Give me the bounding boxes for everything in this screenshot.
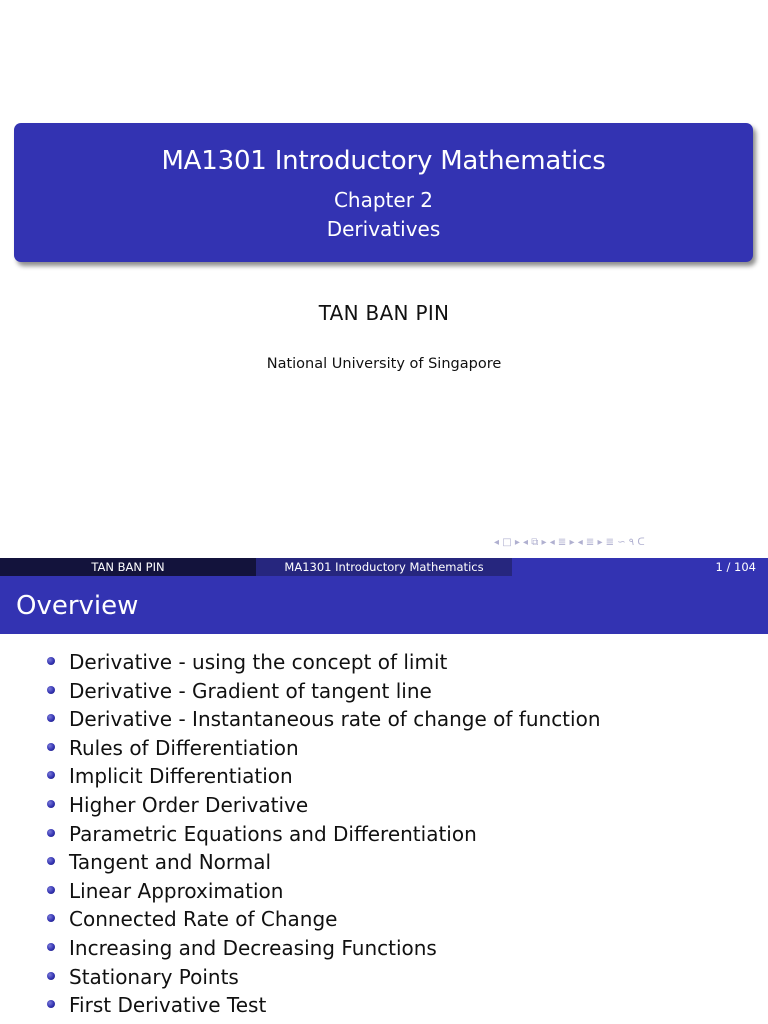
bullet-icon (47, 943, 55, 951)
list-item-text: Implicit Differentiation (69, 764, 293, 789)
page-number: 1 / 104 (715, 560, 756, 574)
presentation-title: MA1301 Introductory Mathematics (161, 146, 606, 176)
bullet-icon (47, 857, 55, 865)
bullet-icon (47, 686, 55, 694)
footer-page-box (512, 558, 768, 576)
bullet-icon (47, 743, 55, 751)
footer-course-title: MA1301 Introductory Mathematics (256, 558, 512, 576)
chapter-topic: Derivatives (326, 217, 441, 241)
chapter-label: Chapter 2 (333, 188, 434, 212)
bullet-icon (47, 771, 55, 779)
bullet-icon (47, 714, 55, 722)
bullet-icon (47, 657, 55, 665)
list-item-text: First Derivative Test (69, 993, 267, 1018)
list-item-text: Derivative - Gradient of tangent line (69, 678, 432, 703)
bullet-icon (47, 972, 55, 980)
institute-name: National University of Singapore (266, 356, 502, 372)
overview-slide (0, 576, 768, 1024)
list-item-text: Linear Approximation (69, 878, 284, 903)
bullet-icon (47, 914, 55, 922)
frame-title: Overview (16, 591, 139, 621)
author-name: TAN BAN PIN (318, 301, 450, 325)
list-item-text: Parametric Equations and Differentiation (69, 821, 477, 846)
frame-title-bar (0, 576, 768, 634)
nav-symbols-icon[interactable]: ◂ □ ▸ ◂ ⧉ ▸ ◂ ≣ ▸ ◂ ≣ ▸ ≣ ∽ ٩ ᑕ (494, 537, 646, 548)
list-item-text: Tangent and Normal (69, 850, 272, 875)
list-item-text: Higher Order Derivative (69, 792, 309, 817)
bullet-icon (47, 800, 55, 808)
title-block (14, 123, 753, 262)
footline (0, 558, 768, 576)
list-item-text: Derivative - using the concept of limit (69, 650, 448, 674)
bullet-icon (47, 829, 55, 837)
list-item-text: Rules of Differentiation (69, 735, 299, 760)
list-item-text: Connected Rate of Change (69, 907, 338, 932)
bullet-icon (47, 886, 55, 894)
bullet-icon (47, 1000, 55, 1008)
footer-author: TAN BAN PIN (0, 558, 256, 576)
list-item-text: Derivative - Instantaneous rate of change of function (69, 707, 601, 732)
navigation-symbols[interactable] (494, 537, 764, 555)
list-item-text: Increasing and Decreasing Functions (69, 935, 437, 960)
list-item-text: Stationary Points (69, 964, 239, 989)
